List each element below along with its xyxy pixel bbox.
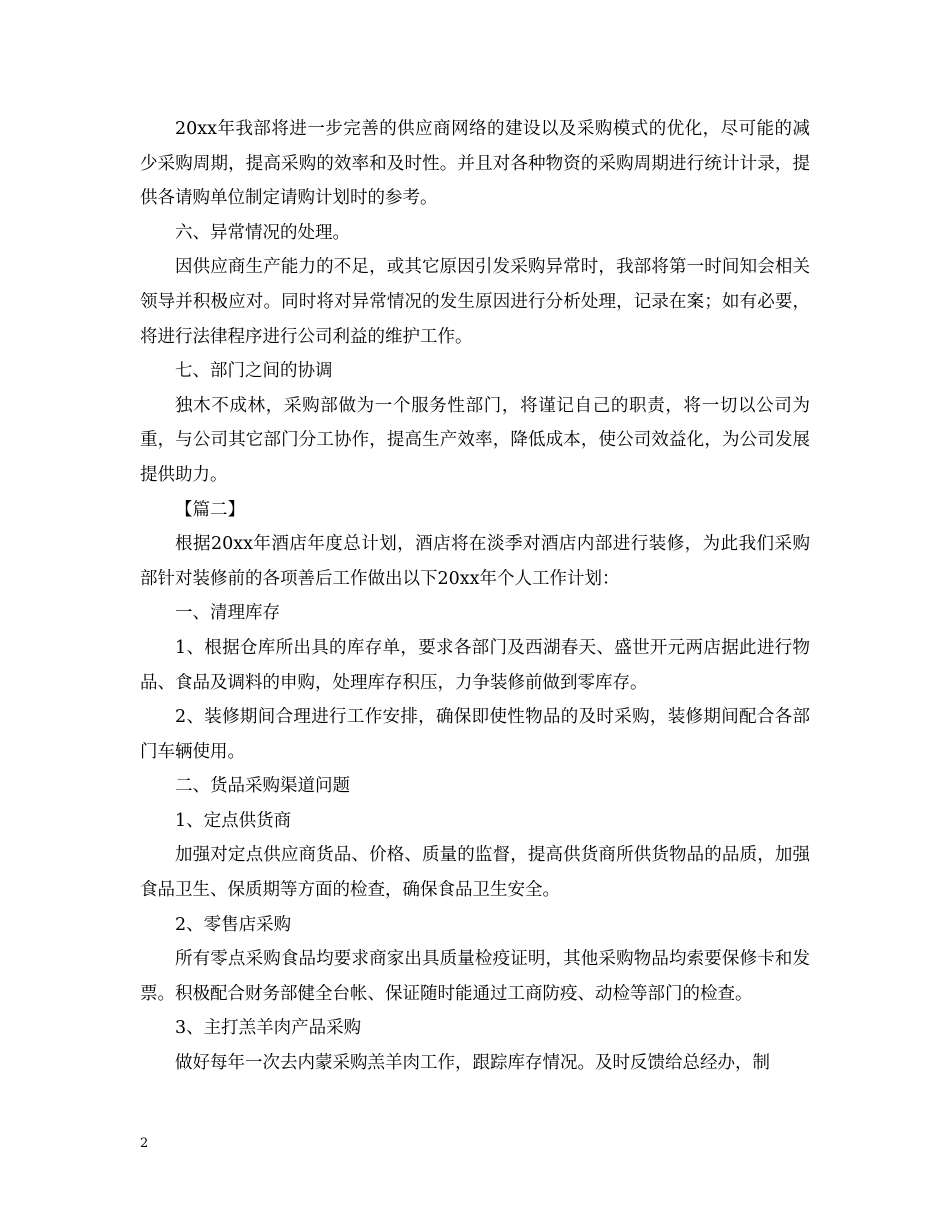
paragraph-department-coordination: 独木不成林，采购部做为一个服务性部门，将谨记自己的职责，将一切以公司为重，与公司其它部门分工协作，提高生产效率，降低成本，使公司效益化，为公司发展提供助力。 (140, 395, 810, 485)
subheading-designated-suppliers: 1、定点供货商 (175, 810, 292, 831)
paragraph-inventory-item-1: 1、根据仓库所出具的库存单，要求各部门及西湖春天、盛世开元两店据此进行物品、食品及调料的申购，处理库存积压，力争装修前做到零库存。 (140, 637, 810, 693)
paragraph-inventory-item-2: 2、装修期间合理进行工作安排，确保即使性物品的及时采购，装修期间配合各部门车辆使用。 (140, 707, 810, 762)
paragraph-designated-suppliers: 加强对定点供应商货品、价格、质量的监督，提高供货商所供货物品的品质，加强食品卫生、保质期等方面的检查，确保食品卫生安全。 (140, 845, 810, 901)
paragraph-annual-plan-intro: 根据20xx年酒店年度总计划，酒店将在淡季对酒店内部进行装修，为此我们采购部针对装修前的各项善后工作做出以下20xx年个人工作计划： (140, 534, 810, 589)
paragraph-lamb-purchase: 做好每年一次去内蒙采购羔羊肉工作，跟踪库存情况。及时反馈给总经办，制 (175, 1053, 770, 1074)
subheading-retail-purchase: 2、零售店采购 (175, 914, 292, 935)
document-body (140, 112, 810, 1081)
section-heading-purchase-channels: 二、货品采购渠道问题 (175, 776, 350, 797)
paragraph-procurement-optimization: 20xx年我部将进一步完善的供应商网络的建设以及采购模式的优化，尽可能的减少采购周期，提高采购的效率和及时性。并且对各种物资的采购周期进行统计计录，提供各请购单位制定请购计划时的参考。 (140, 119, 810, 209)
part-heading-two: 【篇二】 (175, 499, 245, 520)
section-heading-clear-inventory: 一、清理库存 (175, 603, 280, 624)
paragraph-exception-handling: 因供应商生产能力的不足，或其它原因引发采购异常时，我部将第一时间知会相关领导并积极应对。同时将对异常情况的发生原因进行分析处理，记录在案；如有必要，将进行法律程序进行公司利益的维护工作。 (140, 257, 810, 347)
section-heading-exception-handling: 六、异常情况的处理。 (175, 222, 350, 243)
page-number: 2 (140, 1136, 149, 1151)
subheading-lamb-purchase: 3、主打羔羊肉产品采购 (175, 1018, 362, 1039)
paragraph-retail-purchase: 所有零点采购食品均要求商家出具质量检疫证明，其他采购物品均索要保修卡和发票。积极配合财务部健全台帐、保证随时能通过工商防疫、动检等部门的检查。 (140, 949, 810, 1004)
section-heading-department-coordination: 七、部门之间的协调 (175, 361, 333, 382)
